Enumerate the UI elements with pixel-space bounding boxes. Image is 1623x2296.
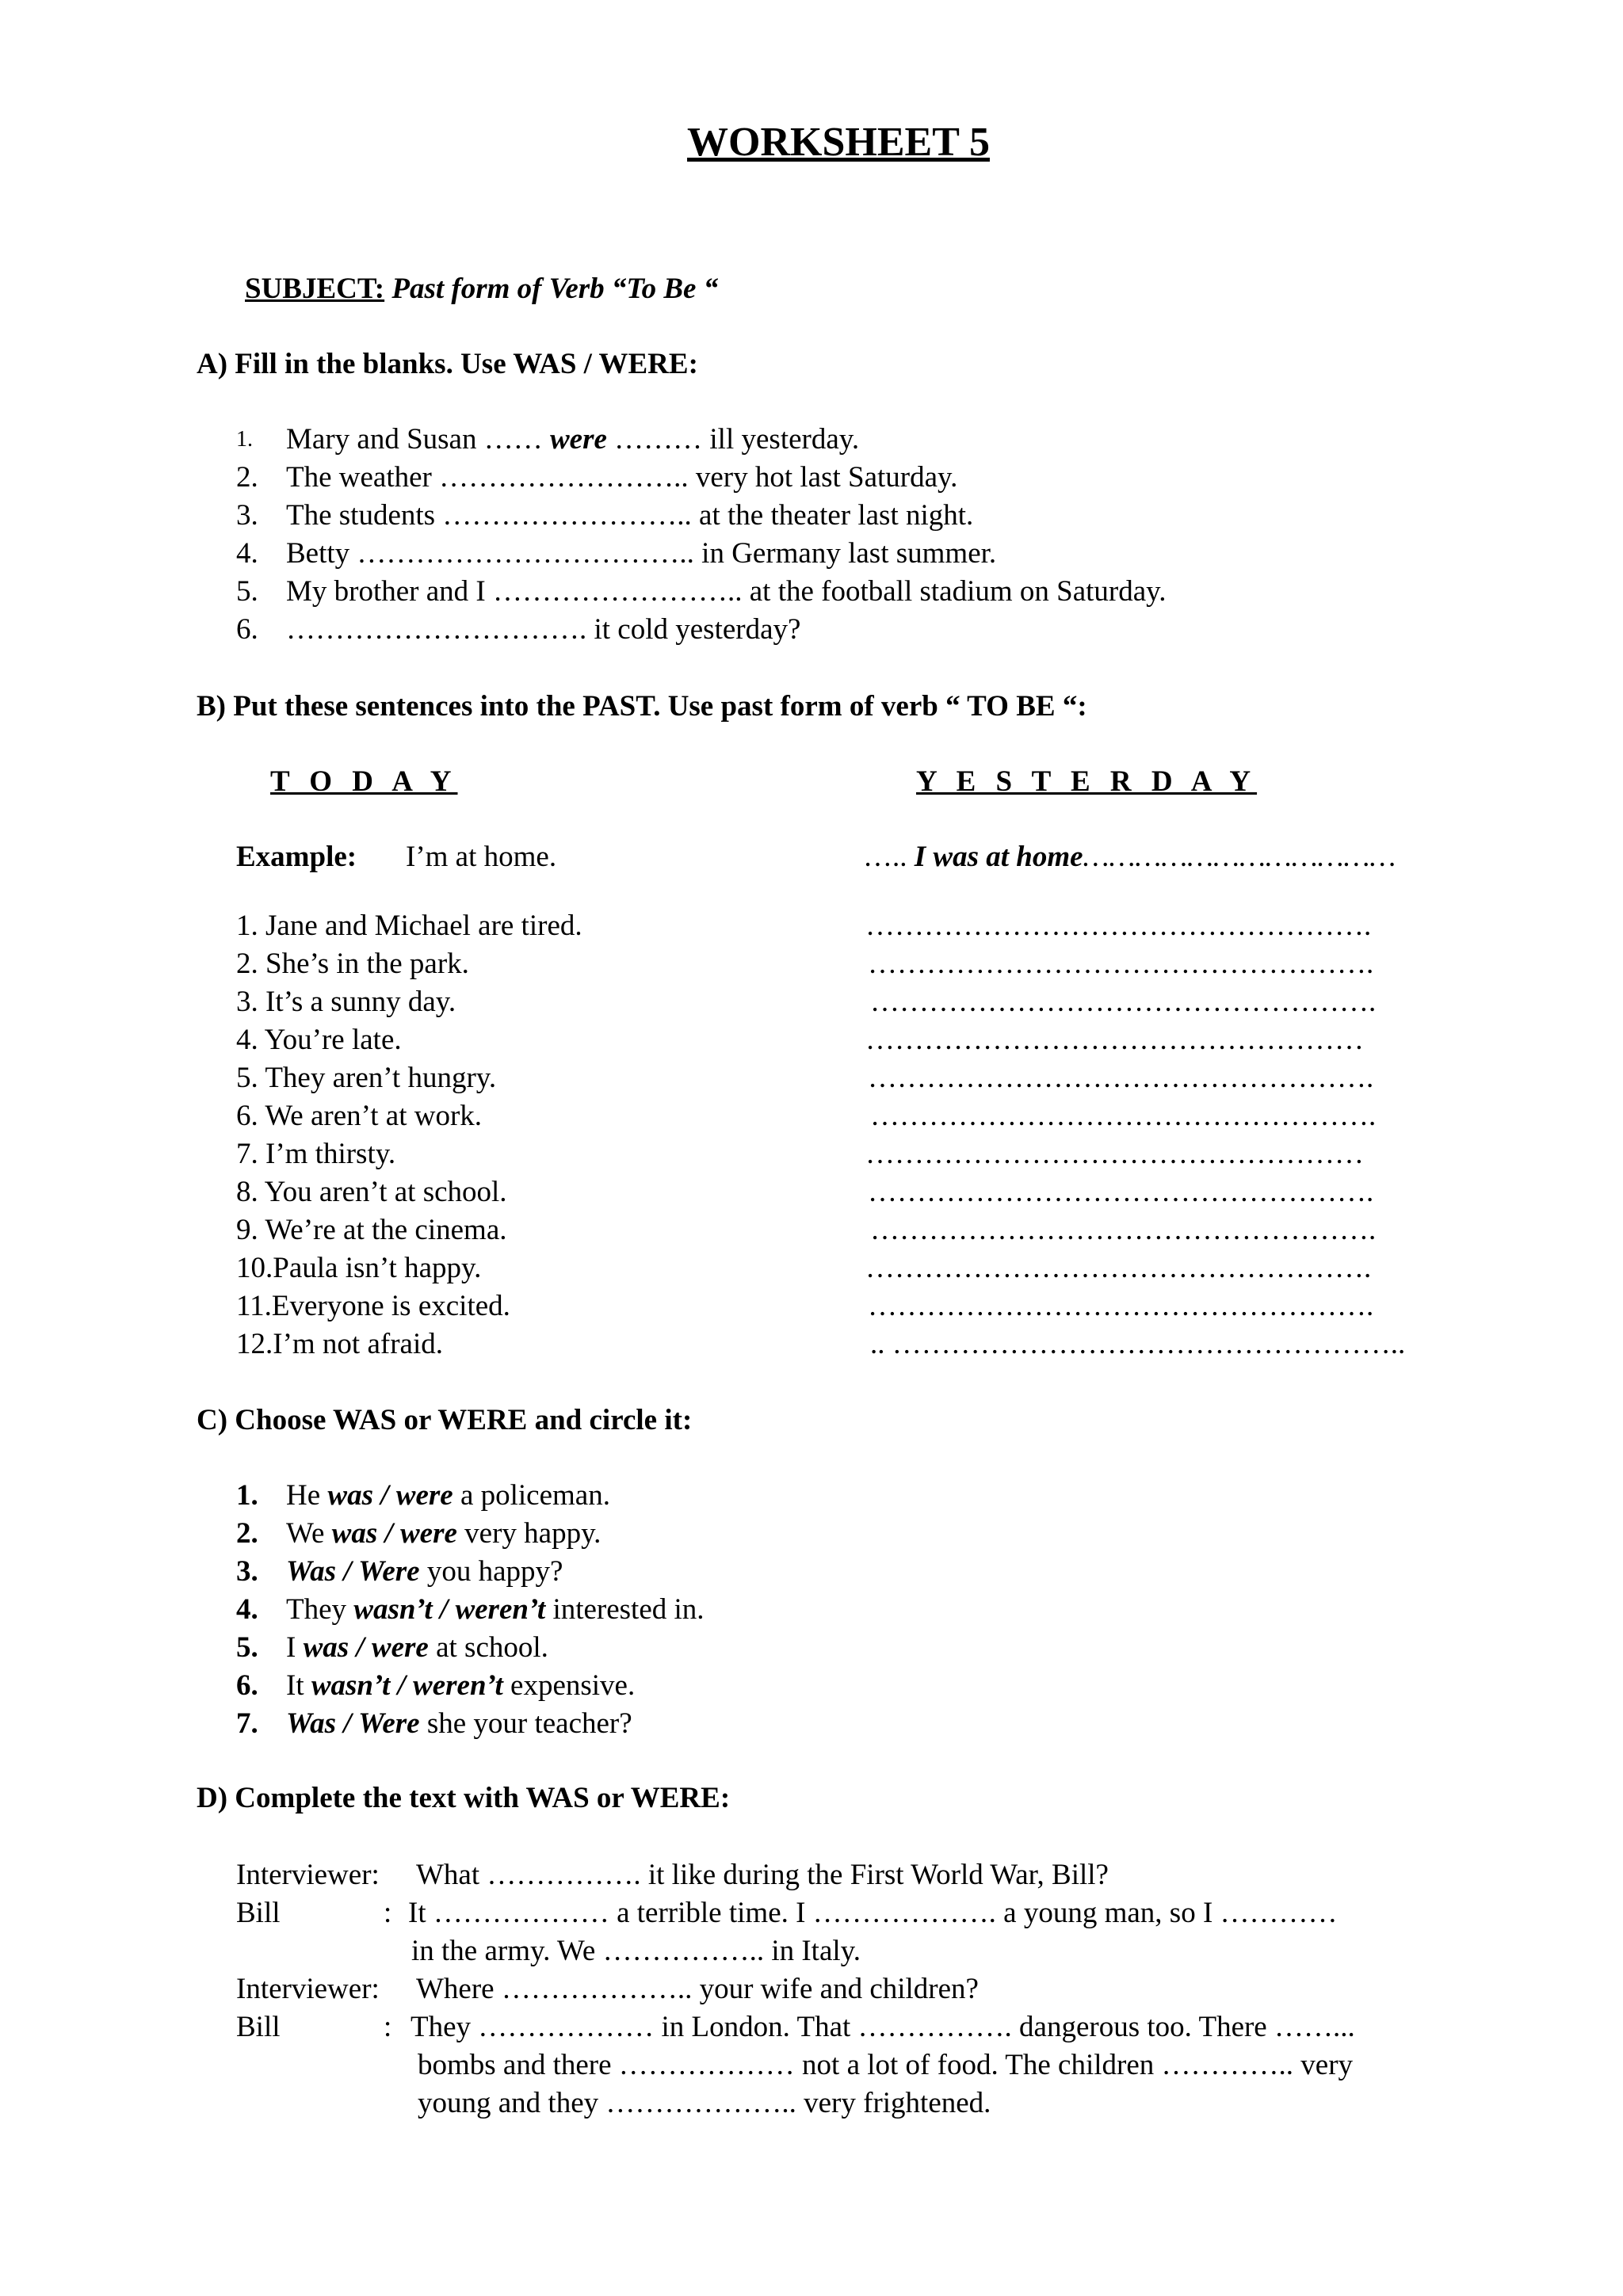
item-number: 4. (236, 537, 258, 570)
today-sentence: 4. You’re late. (236, 1024, 402, 1056)
answer-blank: …………………………………………… (865, 1024, 1364, 1056)
example-label: Example: (236, 841, 357, 873)
subject-line (245, 272, 718, 307)
today-sentence: 3. It’s a sunny day. (236, 986, 456, 1018)
item-number: 7. (236, 1707, 258, 1740)
item-text: expensive. (502, 1669, 636, 1702)
item-text: Mary and Susan …… (286, 423, 550, 456)
speaker-colon: : (384, 1897, 392, 1929)
item-number: 4. (236, 1593, 258, 1626)
today-sentence: 5. They aren’t hungry. (236, 1062, 497, 1094)
item-number: 5. (236, 575, 258, 608)
fill-blank-item: Betty …………………………….. in Germany last summer. (286, 537, 997, 570)
speaker-label: Interviewer: (236, 1859, 380, 1891)
item-number: 6. (236, 1669, 258, 1702)
answer-blank: ……………………………………………. (865, 910, 1372, 942)
example-answer: were (549, 423, 607, 456)
speaker-label: Interviewer: (236, 1973, 380, 2005)
choice-options: Was / Were (286, 1707, 420, 1740)
dialogue-line: What ……………. it like during the First World War, Bill? (416, 1859, 1109, 1891)
section-c-heading: C) Choose WAS or WERE and circle it: (197, 1404, 693, 1436)
dialogue-line: young and they ……………….. very frightened. (418, 2087, 991, 2119)
subject-label: SUBJECT: (245, 273, 385, 305)
item-number: 3. (236, 1555, 258, 1588)
today-sentence: 10.Paula isn’t happy. (236, 1252, 482, 1284)
choice-item (286, 1707, 632, 1741)
choice-options: was / were (327, 1479, 453, 1512)
item-text: They (286, 1593, 354, 1626)
fill-blank-item: …………………………. it cold yesterday? (286, 613, 801, 646)
dialogue-line: Where ……………….. your wife and children? (416, 1973, 979, 2005)
worksheet-title: WORKSHEET 5 (687, 120, 990, 165)
item-text: she your teacher? (419, 1707, 632, 1740)
today-sentence: 6. We aren’t at work. (236, 1100, 483, 1132)
item-text: you happy? (419, 1555, 563, 1588)
speaker-label: Bill (236, 1897, 281, 1929)
item-number: 3. (236, 499, 258, 532)
dialogue-line: bombs and there ……………… not a lot of food. The children ………….. very (418, 2049, 1354, 2081)
choice-item (286, 1630, 548, 1665)
today-sentence: 8. You aren’t at school. (236, 1176, 507, 1208)
item-text: a policeman. (453, 1479, 610, 1512)
today-sentence: 12.I’m not afraid. (236, 1328, 443, 1360)
choice-item (286, 1478, 610, 1513)
example-dots: ……………………………… (1083, 841, 1396, 873)
section-a-heading: A) Fill in the blanks. Use WAS / WERE: (197, 348, 698, 380)
answer-blank: ……………………………………………. (868, 948, 1374, 980)
answer-blank: ……………………………………………. (870, 1100, 1377, 1132)
item-text: We (286, 1517, 332, 1550)
choice-item (286, 1516, 601, 1551)
item-number: 5. (236, 1631, 258, 1664)
choice-options: was / were (303, 1631, 429, 1664)
answer-blank: ……………………………………………. (868, 1176, 1374, 1208)
choice-options: was / were (331, 1517, 457, 1550)
today-sentence: 7. I’m thirsty. (236, 1138, 396, 1170)
choice-item (286, 1592, 705, 1627)
fill-blank-item: My brother and I …………………….. at the football stadium on Saturday. (286, 575, 1167, 608)
answer-blank: .. …………………………………………….. (870, 1328, 1406, 1360)
choice-item (286, 1554, 563, 1589)
item-number: 2. (236, 461, 258, 494)
dialogue-line: They ……………… in London. That ……………. dangerous too. There ……... (411, 2011, 1355, 2043)
answer-blank: …………………………………………… (865, 1138, 1364, 1170)
answer-blank: ……………………………………………. (870, 1214, 1377, 1246)
column-yesterday: Y E S T E R D A Y (916, 765, 1258, 798)
section-d-heading: D) Complete the text with WAS or WERE: (197, 1782, 731, 1814)
example-answer: I was at home (914, 841, 1083, 873)
speaker-label: Bill (236, 2011, 281, 2043)
answer-blank: ……………………………………………. (870, 986, 1377, 1018)
choice-options: wasn’t / weren’t (353, 1593, 546, 1626)
fill-blank-item: The students …………………….. at the theater last night. (286, 499, 974, 532)
item-text: It (286, 1669, 311, 1702)
item-text: I (286, 1631, 304, 1664)
item-text: ……… ill yesterday. (606, 423, 860, 456)
item-text: at school. (428, 1631, 548, 1664)
example-answer-line (863, 840, 1396, 875)
today-sentence: 9. We’re at the cinema. (236, 1214, 507, 1246)
subject-value: Past form of Verb “To Be “ (391, 273, 719, 305)
answer-blank: ……………………………………………. (865, 1252, 1372, 1284)
answer-blank: ……………………………………………. (868, 1062, 1374, 1094)
today-sentence: 1. Jane and Michael are tired. (236, 910, 582, 942)
dialogue-line: in the army. We …………….. in Italy. (411, 1935, 861, 1967)
fill-blank-item (286, 422, 859, 457)
example-dots: ….. (863, 841, 915, 873)
today-sentence: 2. She’s in the park. (236, 948, 469, 980)
item-number: 1. (236, 1479, 258, 1512)
section-b-heading: B) Put these sentences into the PAST. Use past form of verb “ TO BE “: (197, 690, 1087, 723)
choice-options: wasn’t / weren’t (311, 1669, 503, 1702)
today-sentence: 11.Everyone is excited. (236, 1290, 510, 1322)
item-number: 1. (236, 427, 253, 452)
fill-blank-item: The weather …………………….. very hot last Saturday. (286, 461, 958, 494)
item-number: 2. (236, 1517, 258, 1550)
item-text: very happy. (456, 1517, 601, 1550)
column-today: T O D A Y (270, 765, 458, 798)
item-text: interested in. (545, 1593, 705, 1626)
item-text: He (286, 1479, 328, 1512)
answer-blank: ……………………………………………. (868, 1290, 1374, 1322)
dialogue-line: It ……………… a terrible time. I ………………. a young man, so I ………… (408, 1897, 1338, 1929)
example-today: I’m at home. (406, 841, 557, 873)
speaker-colon: : (384, 2011, 392, 2043)
choice-options: Was / Were (286, 1555, 420, 1588)
item-number: 6. (236, 613, 258, 646)
choice-item (286, 1669, 635, 1703)
